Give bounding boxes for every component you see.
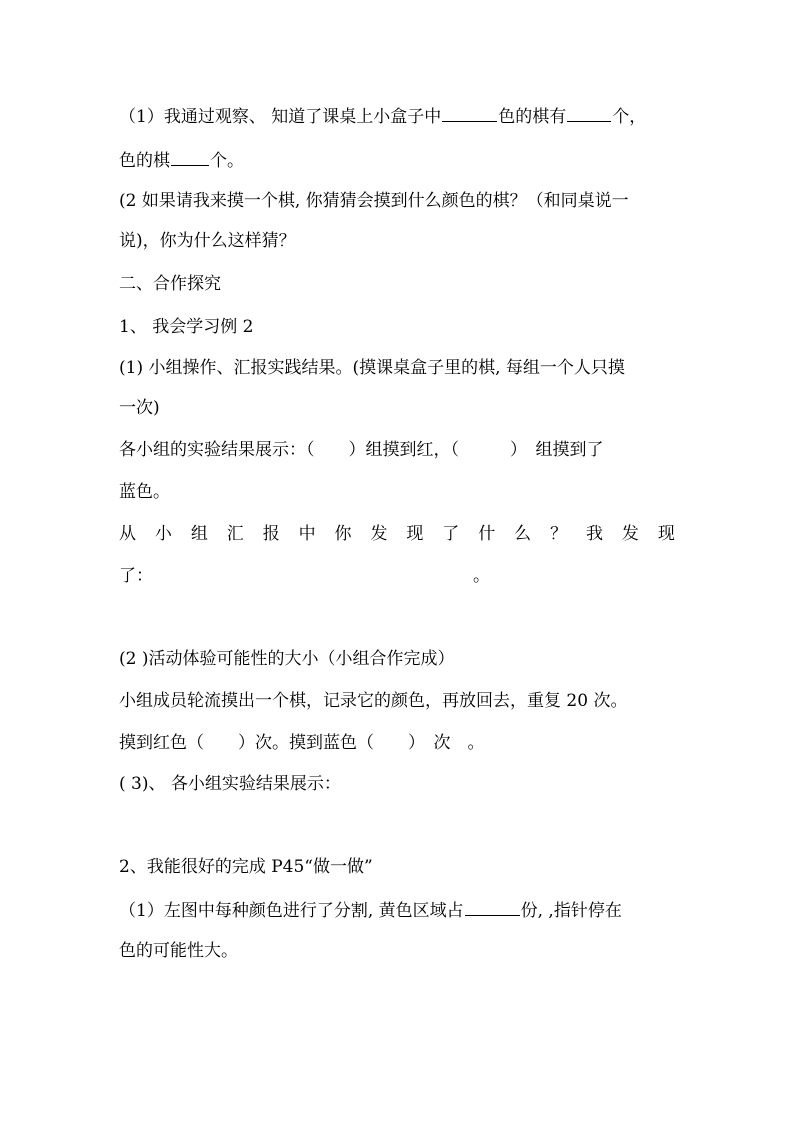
discover-char: 汇: [226, 524, 244, 544]
subsection-2-item-1-line-2: 色的可能性大。: [119, 941, 238, 961]
blank-color-1: [442, 104, 497, 122]
question-1-line-2: [119, 148, 244, 172]
subsection-2-text-a: （1）左图中每种颜色进行了分割, 黄色区域占: [119, 901, 464, 921]
question-2-line-1: (2 如果请我来摸一个棋, 你猜猜会摸到什么颜色的棋？（和同桌说一: [119, 191, 629, 211]
section-heading-cooperative-inquiry: 二、合作探究: [119, 274, 221, 294]
discover-char: 组: [190, 524, 208, 544]
discover-char: 么: [514, 524, 532, 544]
item-2-heading: (2 )活动体验可能性的大小（小组合作完成）: [119, 649, 455, 669]
blank-parts: [465, 898, 520, 916]
question-1-text-d: 色的棋: [119, 151, 170, 171]
discover-line-1: [119, 522, 675, 546]
discover-line-2: [119, 564, 490, 588]
results-line-2: 蓝色。: [119, 482, 170, 502]
discover-char: 中: [298, 524, 316, 544]
blank-count-2: [171, 148, 209, 166]
discover-char: 报: [262, 524, 280, 544]
discover-char: 你: [334, 524, 352, 544]
question-1-text-a: （1）我通过观察、 知道了课桌上小盒子中: [119, 107, 442, 127]
discover-char: 现: [657, 524, 675, 544]
subsection-2-item-1-line-1: [119, 898, 622, 922]
item-1-line-1: (1) 小组操作、汇报实践结果。(摸课桌盒子里的棋, 每组一个人只摸: [119, 358, 625, 378]
results-line-1: 各小组的实验结果展示：（ ）组摸到红，（ ） 组摸到了: [119, 440, 604, 460]
blank-count-1: [567, 104, 611, 122]
discover-char: 现: [406, 524, 424, 544]
discover-char: 从: [119, 524, 136, 544]
item-3-heading: ( 3)、 各小组实验结果展示：: [119, 774, 341, 794]
discover-period: 。: [473, 566, 490, 586]
subsection-2-text-b: 份, ,指针停在: [520, 901, 622, 921]
item-2-description: 小组成员轮流摸出一个棋，记录它的颜色，再放回去，重复 20 次。: [119, 691, 628, 711]
discover-char: 我: [585, 524, 603, 544]
question-1-text-b: 色的棋有: [498, 107, 567, 127]
discover-char: 小: [154, 524, 172, 544]
item-1-line-2: 一次): [119, 398, 160, 418]
item-2-counts: 摸到红色（ ）次。摸到蓝色（ ） 次 。: [119, 733, 485, 753]
question-1-text-e: 个。: [210, 151, 244, 171]
discover-char: 发: [370, 524, 388, 544]
question-2-line-2: 说)，你为什么这样猜？: [119, 231, 296, 251]
discover-char: 了: [442, 524, 460, 544]
discover-label: 了：: [119, 566, 153, 586]
question-1-text-c: 个，: [612, 107, 647, 127]
question-1-line-1: [119, 104, 646, 128]
discover-char: 什: [478, 524, 496, 544]
discover-char: ？: [550, 524, 568, 544]
subsection-1-heading: 1、 我会学习例 2: [119, 317, 254, 337]
subsection-2-heading: 2、我能很好的完成 P45“做一做”: [119, 857, 373, 877]
discover-char: 发: [621, 524, 639, 544]
